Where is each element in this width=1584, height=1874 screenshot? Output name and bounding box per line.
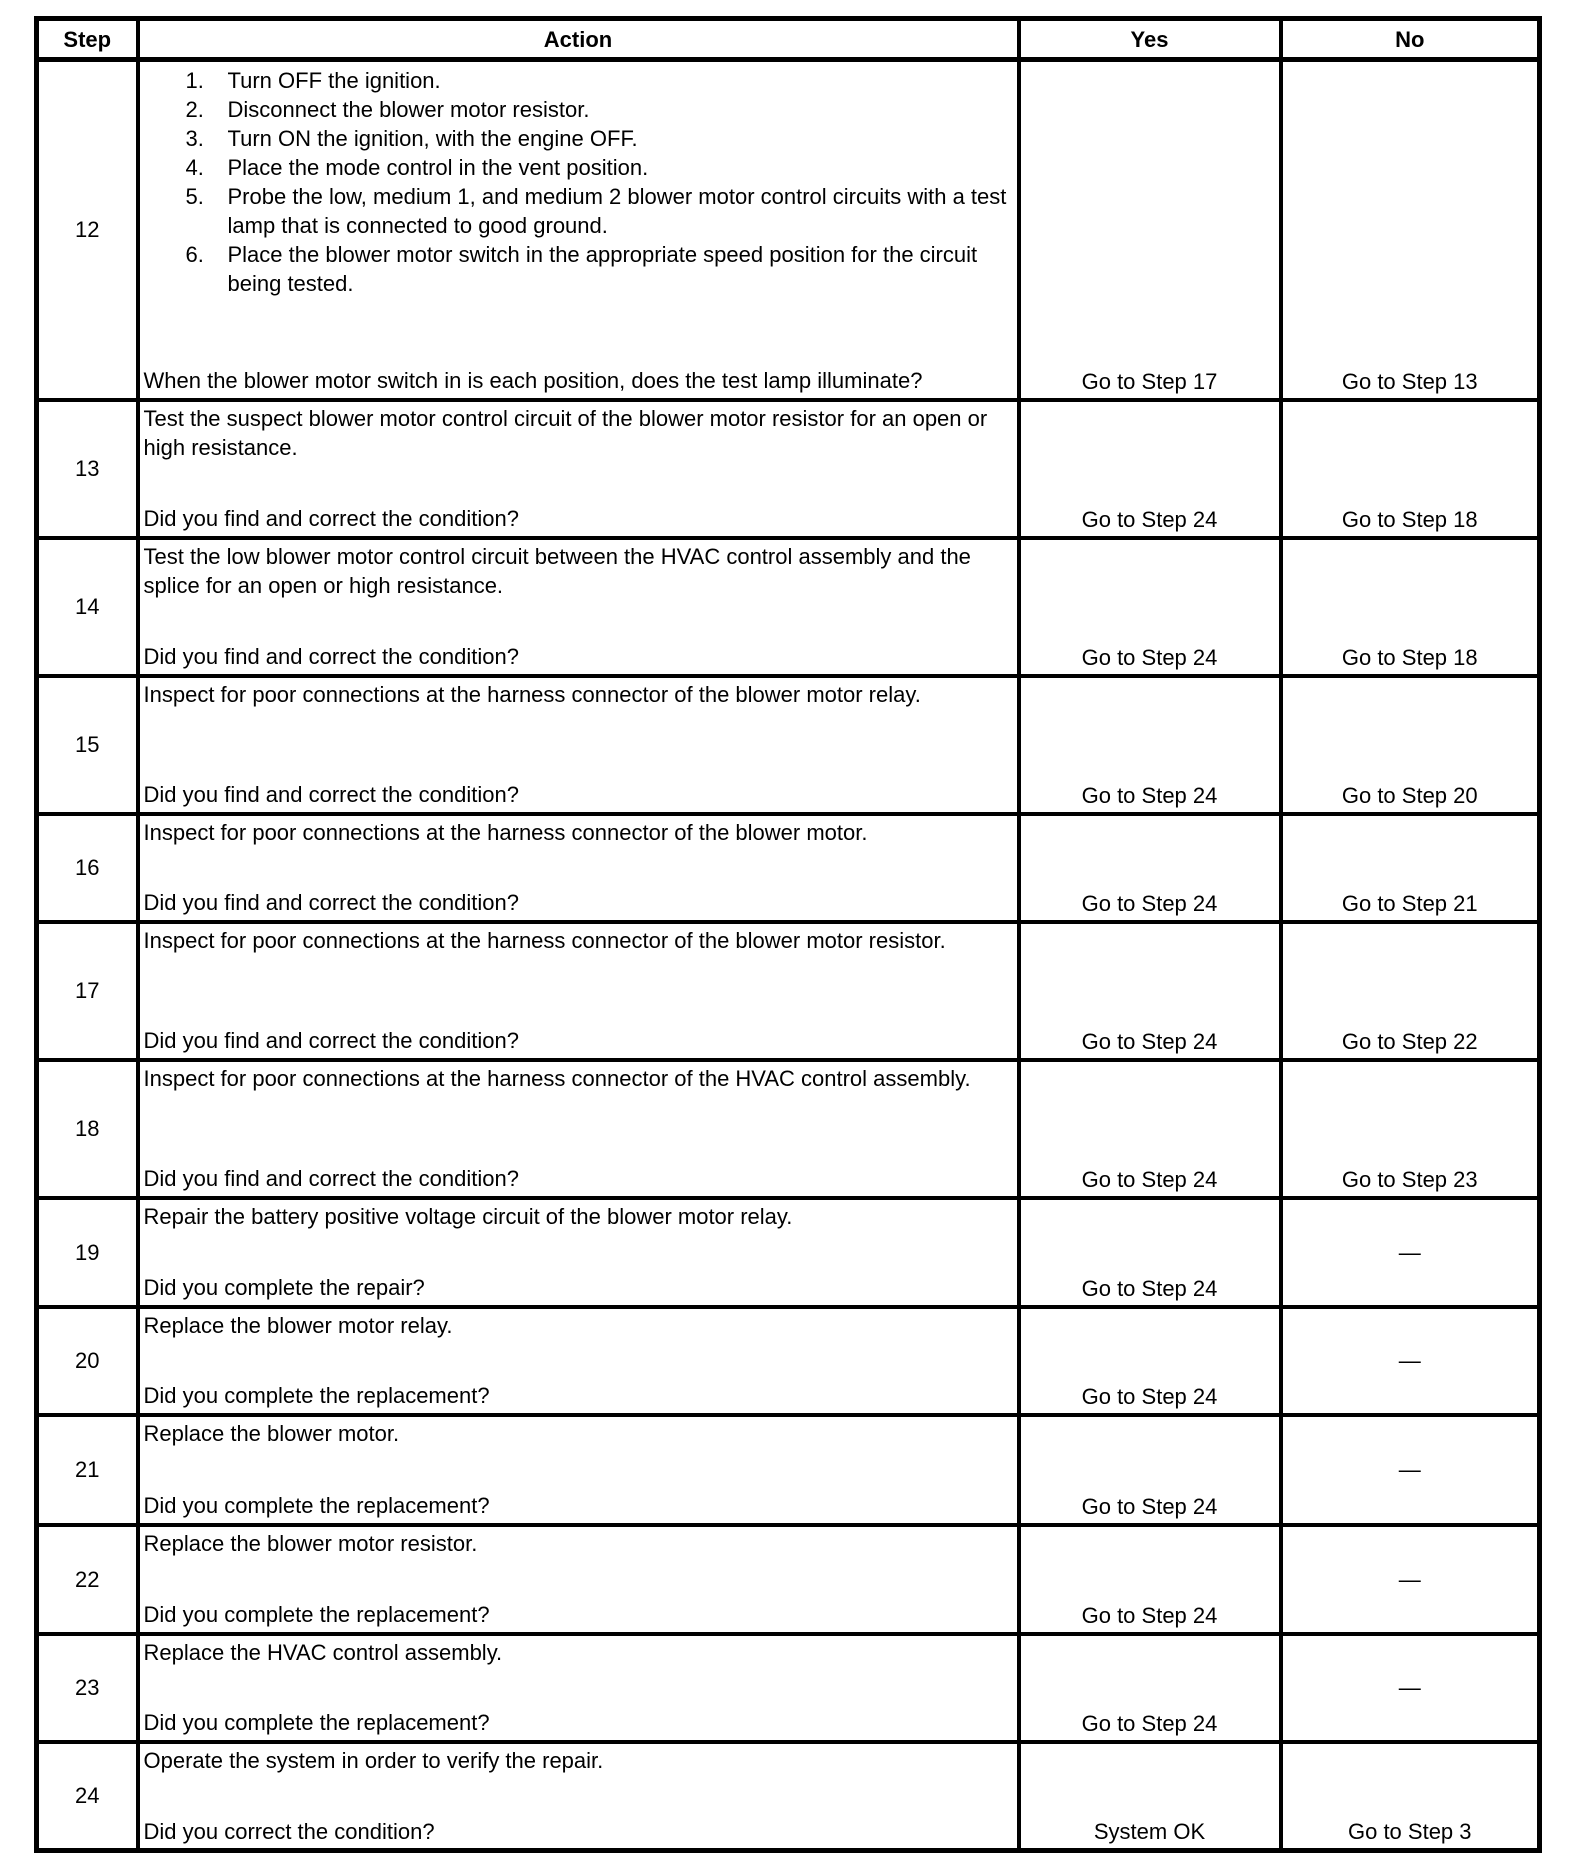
sub-step-text: Place the blower motor switch in the appropriate speed position for the circuit being tested. xyxy=(227,242,978,296)
sub-step-text: Place the mode control in the vent position. xyxy=(227,155,649,180)
yes-result: Go to Step 24 xyxy=(1019,922,1281,1060)
table-row xyxy=(37,1742,1540,1851)
table-row xyxy=(37,538,1540,676)
no-result-dash: — xyxy=(1281,1634,1540,1742)
action-question: Did you find and correct the condition? xyxy=(143,781,519,807)
yes-result: Go to Step 17 xyxy=(1019,60,1281,400)
sub-step xyxy=(185,124,1015,153)
sub-step-number: 5. xyxy=(185,184,204,209)
action-question: Did you complete the repair? xyxy=(143,1274,425,1300)
action-description: Test the suspect blower motor control circuit of the blower motor resistor for an open or high resistance. xyxy=(143,405,988,460)
yes-result: Go to Step 24 xyxy=(1019,1634,1281,1742)
step-number: 20 xyxy=(37,1307,138,1415)
step-number: 16 xyxy=(37,814,138,922)
sub-step-number: 1. xyxy=(185,68,204,93)
sub-step xyxy=(185,153,1015,182)
yes-result: System OK xyxy=(1019,1742,1281,1851)
sub-step-number: 4. xyxy=(185,155,204,180)
no-result: Go to Step 23 xyxy=(1281,1060,1540,1198)
action-cell xyxy=(138,676,1019,814)
table-row xyxy=(37,1415,1540,1525)
step-number: 23 xyxy=(37,1634,138,1742)
action-cell xyxy=(138,1634,1019,1742)
action-cell xyxy=(138,1525,1019,1634)
action-cell xyxy=(138,1415,1019,1525)
table-row xyxy=(37,1198,1540,1307)
table-row xyxy=(37,1307,1540,1415)
sub-step-number: 6. xyxy=(185,242,204,267)
header-step: Step xyxy=(37,19,138,60)
table-row xyxy=(37,1060,1540,1198)
action-question: Did you complete the replacement? xyxy=(143,1382,490,1408)
yes-result: Go to Step 24 xyxy=(1019,1415,1281,1525)
no-result: Go to Step 18 xyxy=(1281,538,1540,676)
no-result: Go to Step 3 xyxy=(1281,1742,1540,1851)
action-cell xyxy=(138,1307,1019,1415)
action-description: Inspect for poor connections at the harness connector of the blower motor. xyxy=(143,819,868,845)
no-result: Go to Step 18 xyxy=(1281,400,1540,538)
yes-result: Go to Step 24 xyxy=(1019,400,1281,538)
sub-step-list xyxy=(144,66,1015,298)
step-number: 18 xyxy=(37,1060,138,1198)
no-result: Go to Step 21 xyxy=(1281,814,1540,922)
action-question: Did you find and correct the condition? xyxy=(143,643,519,669)
yes-result: Go to Step 24 xyxy=(1019,1307,1281,1415)
step-number: 21 xyxy=(37,1415,138,1525)
action-description: Replace the blower motor resistor. xyxy=(143,1530,478,1556)
action-question: Did you complete the replacement? xyxy=(143,1492,490,1518)
action-description: Replace the HVAC control assembly. xyxy=(143,1639,503,1665)
yes-result: Go to Step 24 xyxy=(1019,1525,1281,1634)
yes-result: Go to Step 24 xyxy=(1019,814,1281,922)
sub-step-number: 2. xyxy=(185,97,204,122)
header-action: Action xyxy=(138,19,1019,60)
no-result-dash: — xyxy=(1281,1307,1540,1415)
sub-step xyxy=(185,95,1015,124)
step-number: 17 xyxy=(37,922,138,1060)
no-result: Go to Step 20 xyxy=(1281,676,1540,814)
action-question: Did you correct the condition? xyxy=(143,1818,435,1844)
table-row xyxy=(37,1525,1540,1634)
step-number: 12 xyxy=(37,60,138,400)
action-cell xyxy=(138,814,1019,922)
table-row xyxy=(37,60,1540,400)
no-result: Go to Step 13 xyxy=(1281,60,1540,400)
action-question: When the blower motor switch in is each position, does the test lamp illuminate? xyxy=(143,368,923,393)
action-description: Inspect for poor connections at the harness connector of the blower motor relay. xyxy=(143,681,921,707)
step-number: 14 xyxy=(37,538,138,676)
action-question: Did you find and correct the condition? xyxy=(143,1027,519,1053)
yes-result: Go to Step 24 xyxy=(1019,676,1281,814)
action-cell xyxy=(138,1060,1019,1198)
table-row xyxy=(37,922,1540,1060)
action-description: Test the low blower motor control circuit between the HVAC control assembly and the splice for an open or high resistance. xyxy=(143,543,971,598)
action-question: Did you find and correct the condition? xyxy=(143,505,519,531)
action-cell xyxy=(138,60,1019,400)
step-number: 19 xyxy=(37,1198,138,1307)
table-row xyxy=(37,1634,1540,1742)
action-question: Did you find and correct the condition? xyxy=(143,889,519,915)
yes-result: Go to Step 24 xyxy=(1019,1198,1281,1307)
action-cell xyxy=(138,1742,1019,1851)
no-result-dash: — xyxy=(1281,1198,1540,1307)
action-question: Did you complete the replacement? xyxy=(143,1601,490,1627)
step-number: 15 xyxy=(37,676,138,814)
sub-step-text: Disconnect the blower motor resistor. xyxy=(227,97,590,122)
sub-step xyxy=(185,240,1015,298)
action-description: Inspect for poor connections at the harness connector of the blower motor resistor. xyxy=(143,927,946,953)
action-question: Did you find and correct the condition? xyxy=(143,1165,519,1191)
yes-result: Go to Step 24 xyxy=(1019,1060,1281,1198)
action-description: Replace the blower motor. xyxy=(143,1420,400,1446)
action-cell xyxy=(138,922,1019,1060)
action-description: Operate the system in order to verify the repair. xyxy=(143,1747,604,1773)
table-row xyxy=(37,676,1540,814)
sub-step xyxy=(185,66,1015,95)
table-row xyxy=(37,814,1540,922)
action-cell xyxy=(138,538,1019,676)
sub-step-number: 3. xyxy=(185,126,204,151)
diagnostic-table xyxy=(34,16,1542,1853)
action-cell xyxy=(138,400,1019,538)
action-description: Replace the blower motor relay. xyxy=(143,1312,453,1338)
header-yes: Yes xyxy=(1019,19,1281,60)
yes-result: Go to Step 24 xyxy=(1019,538,1281,676)
sub-step-text: Probe the low, medium 1, and medium 2 blower motor control circuits with a test lamp that is connected to good ground. xyxy=(227,184,1007,238)
no-result-dash: — xyxy=(1281,1525,1540,1634)
action-description: Inspect for poor connections at the harness connector of the HVAC control assembly. xyxy=(143,1065,971,1091)
sub-step-text: Turn ON the ignition, with the engine OFF. xyxy=(227,126,638,151)
no-result: Go to Step 22 xyxy=(1281,922,1540,1060)
step-number: 13 xyxy=(37,400,138,538)
step-number: 24 xyxy=(37,1742,138,1851)
action-question: Did you complete the replacement? xyxy=(143,1709,490,1735)
no-result-dash: — xyxy=(1281,1415,1540,1525)
action-cell xyxy=(138,1198,1019,1307)
sub-step-text: Turn OFF the ignition. xyxy=(227,68,441,93)
action-description: Repair the battery positive voltage circuit of the blower motor relay. xyxy=(143,1203,793,1229)
table-row xyxy=(37,400,1540,538)
header-no: No xyxy=(1281,19,1540,60)
step-number: 22 xyxy=(37,1525,138,1634)
header-row xyxy=(37,19,1540,60)
sub-step xyxy=(185,182,1015,240)
